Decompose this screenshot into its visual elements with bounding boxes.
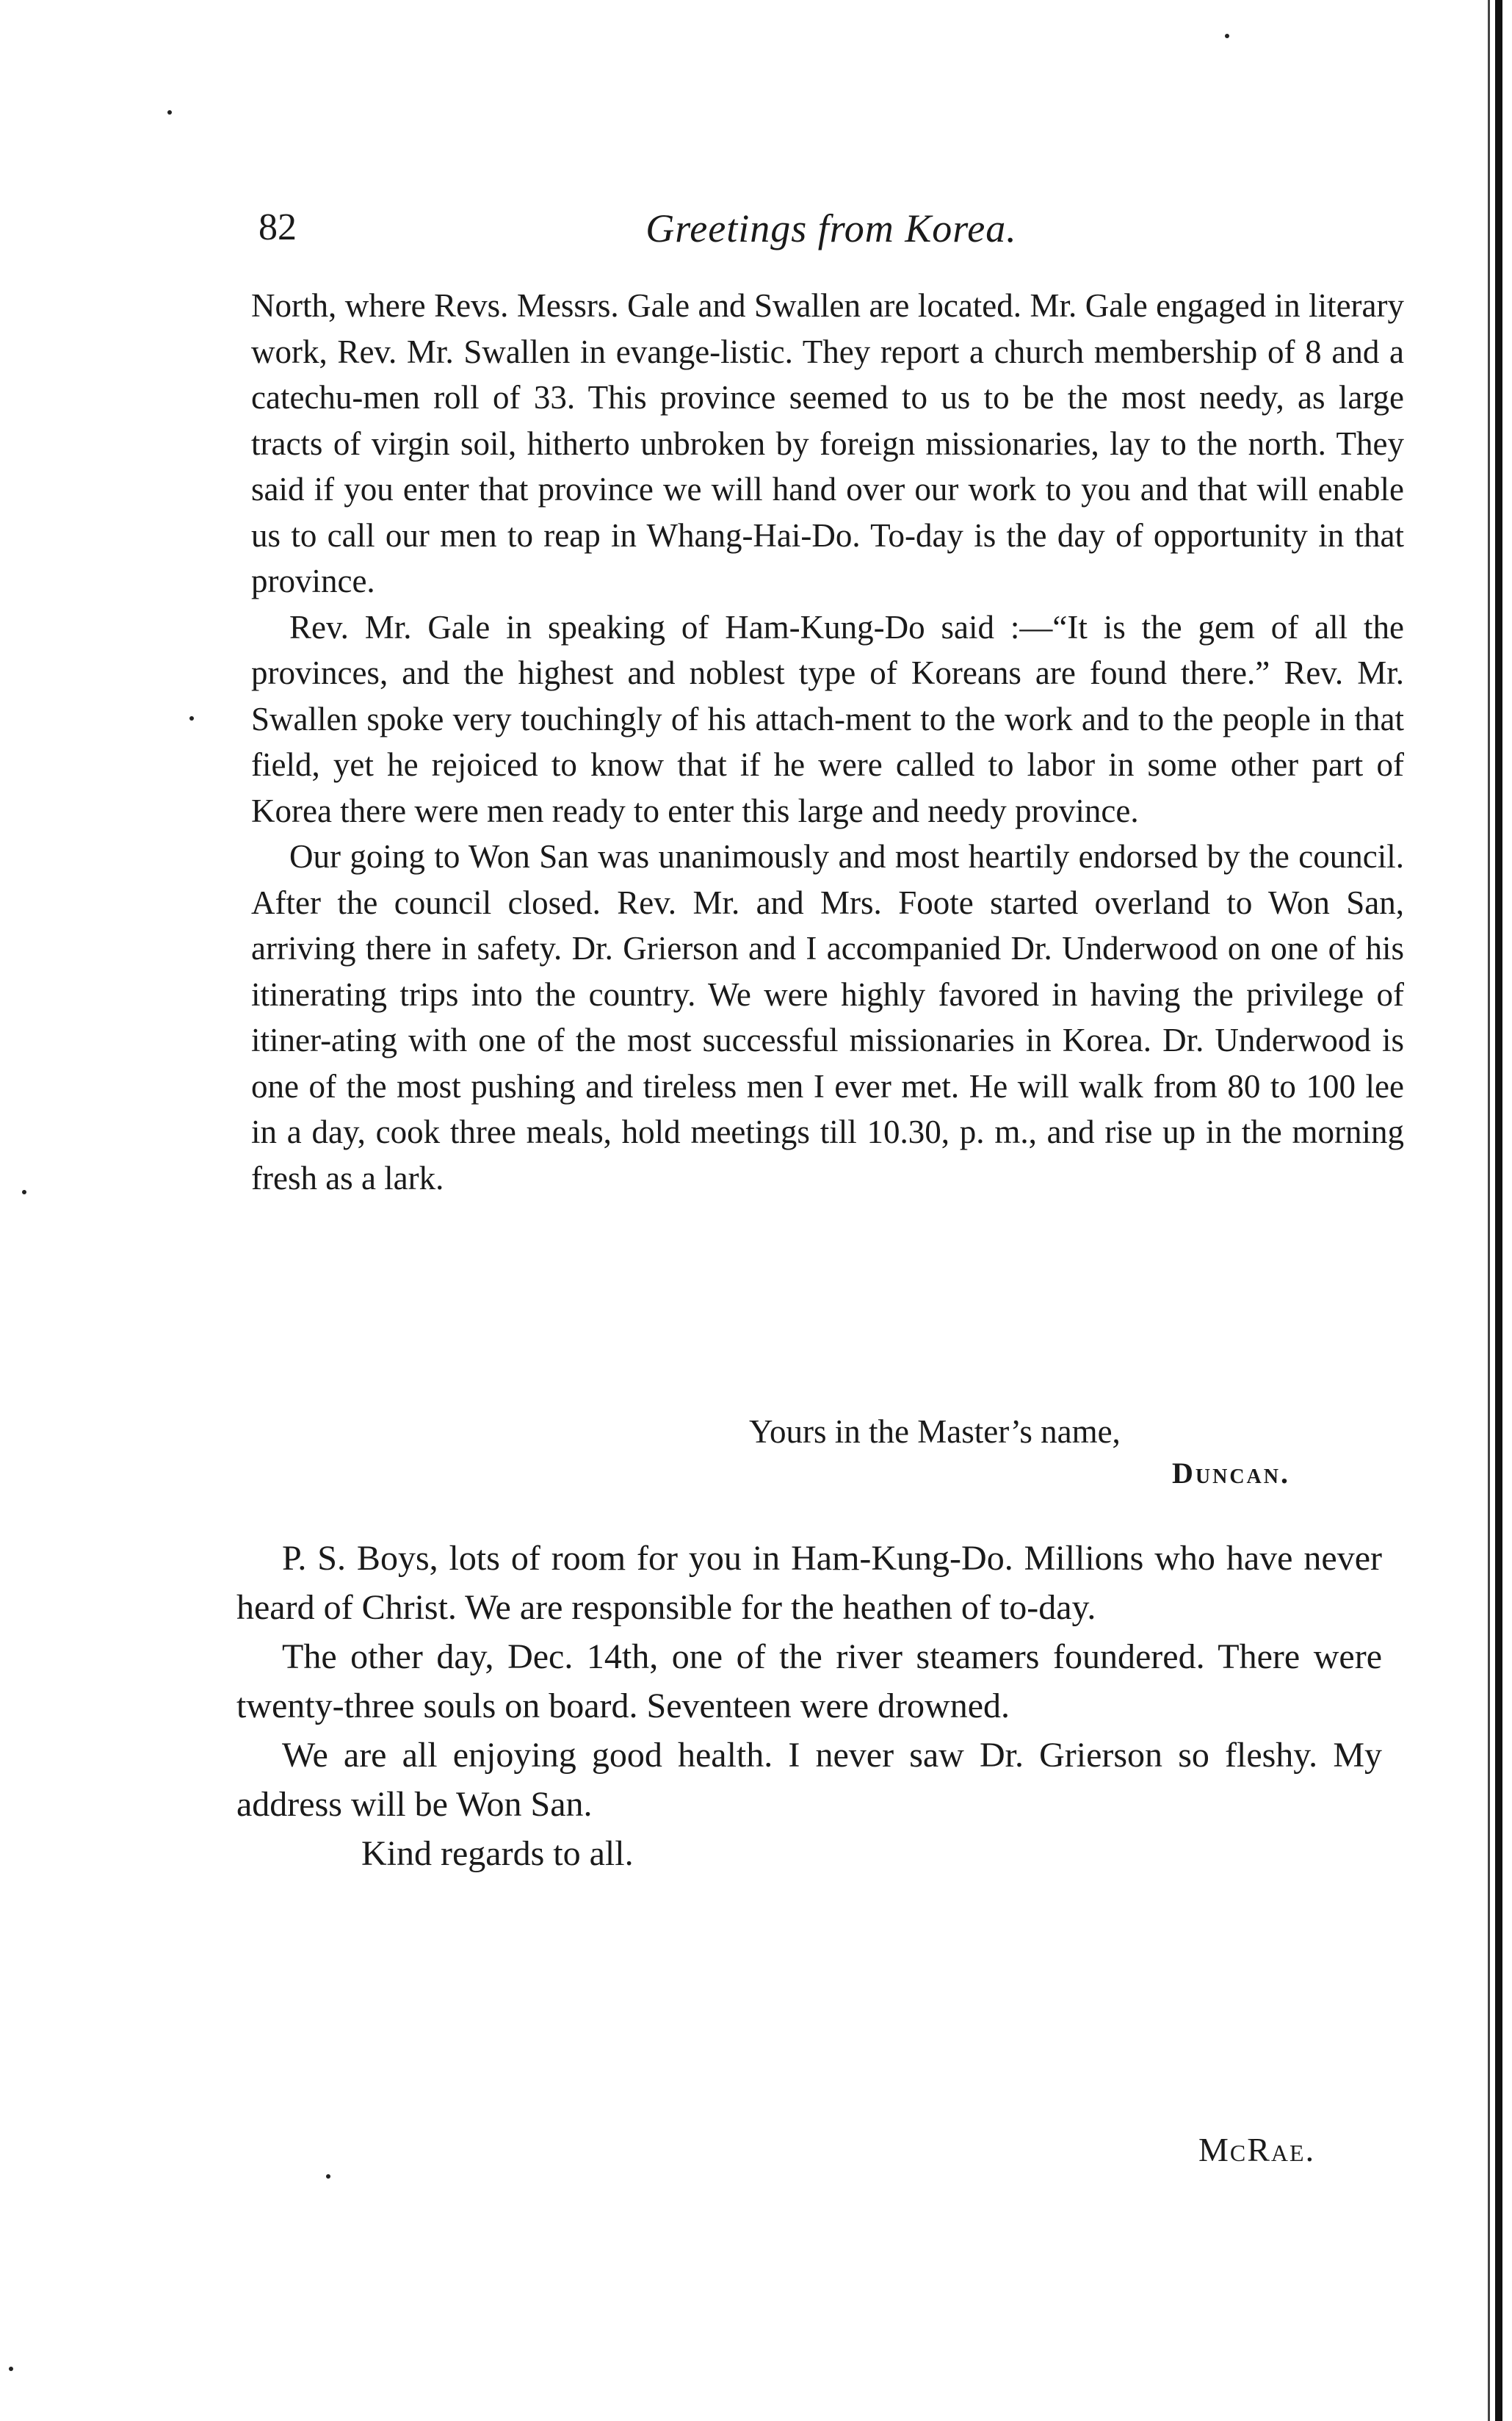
postscript xyxy=(236,1534,1382,1878)
scan-speck xyxy=(189,716,194,721)
postscript-closing: Kind regards to all. xyxy=(361,1834,634,1873)
letter-paragraph: Rev. Mr. Gale in speaking of Ham-Kung-Do said :—“It is the gem of all the provinces, and the highest and noblest type of Koreans are found there.” Rev. Mr. Swallen spoke very touchingly of his attach-ment to the work and to the people in that field, yet he rejoiced to know that if he were called to labor in some other part of Korea there were men ready to enter this large and needy province. xyxy=(251,608,1404,829)
postscript-paragraph: The other day, Dec. 14th, one of the river steamers foundered. There were twenty-three souls on board. Seventeen were drowned. xyxy=(236,1637,1382,1725)
letter-paragraph: Our going to Won San was unanimously and most heartily endorsed by the council. After the council closed. Rev. Mr. and Mrs. Foote started overland to Won San, arriving there in safety. Dr. Grierson and I accompanied Dr. Underwood on one of his itinerating trips into the country. We were highly favored in having the privilege of itiner-ating with one of the most successful missionaries in Korea. Dr. Underwood is one of the most pushing and tireless men I ever met. He will walk from 80 to 100 lee in a day, cook three meals, hold meetings till 10.30, p. m., and rise up in the morning fresh as a lark. xyxy=(251,838,1404,1197)
running-head: Greetings from Korea. xyxy=(645,206,1017,250)
scan-speck xyxy=(9,2367,13,2371)
page-header xyxy=(258,206,1404,257)
postscript-signature: McRae. xyxy=(1198,2131,1316,2168)
letter-body xyxy=(251,283,1404,1201)
postscript-paragraph: P. S. Boys, lots of room for you in Ham-Kung-Do. Millions who have never heard of Christ. We are responsible for the heathen of to-day. xyxy=(236,1539,1382,1627)
letter-signoff: Yours in the Master’s name, xyxy=(749,1413,1121,1450)
scan-speck xyxy=(1225,34,1229,38)
binding-edge xyxy=(1495,0,1502,2421)
scan-speck xyxy=(326,2174,330,2179)
scan-speck xyxy=(22,1190,26,1194)
page-number: 82 xyxy=(258,206,297,248)
scan-speck xyxy=(167,110,172,115)
postscript-paragraph: We are all enjoying good health. I never saw Dr. Grierson so fleshy. My address will be Won San. xyxy=(236,1736,1382,1824)
letter-paragraph: North, where Revs. Messrs. Gale and Swallen are located. Mr. Gale engaged in literary work, Rev. Mr. Swallen in evange-listic. They report a church membership of 8 and a catechu-men roll of 33. This province seemed to us to be the most needy, as large tracts of virgin soil, hitherto unbroken by foreign missionaries, lay to the north. They said if you enter that province we will hand over our work to you and that will enable us to call our men to reap in Whang-Hai-Do. To-day is the day of opportunity in that province. xyxy=(251,287,1404,599)
letter-signature: Duncan. xyxy=(1172,1457,1290,1490)
binding-edge-shadow xyxy=(1488,0,1490,2421)
